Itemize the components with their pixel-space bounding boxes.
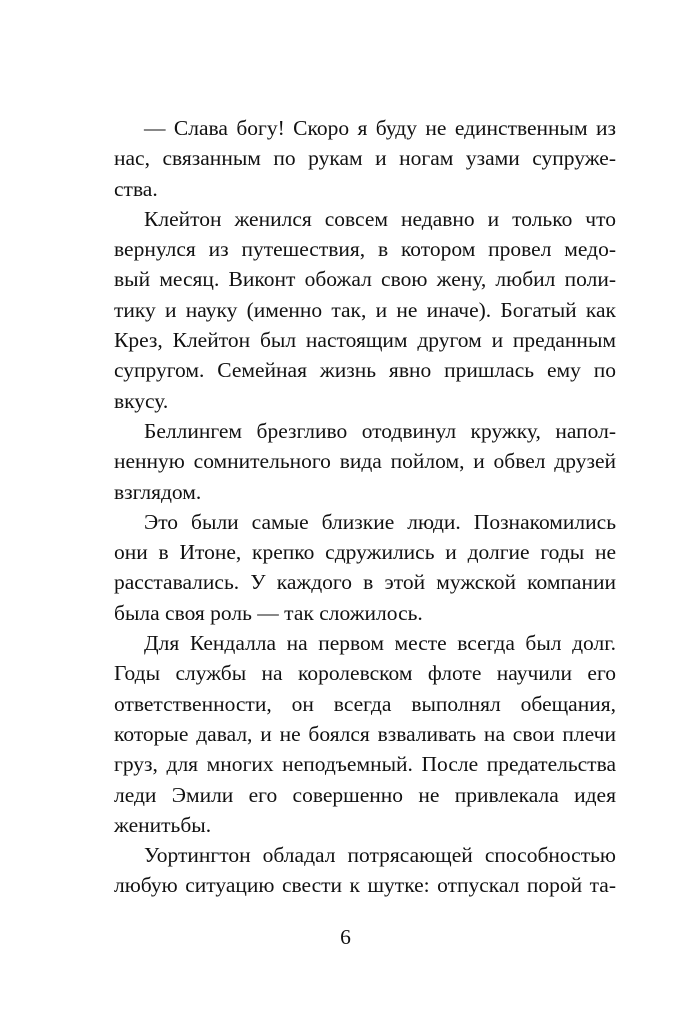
- text-line: нас, связанным по рукам и ногам узами супруже-: [114, 146, 616, 171]
- text-line: взглядом.: [114, 479, 202, 504]
- text-line: любую ситуацию свести к шутке: отпускал порой та-: [114, 873, 616, 898]
- text-line: была своя роль — так сложилось.: [114, 600, 423, 625]
- text-line: ответственности, он всегда выполнял обещания,: [114, 691, 616, 716]
- body-text: [114, 113, 616, 901]
- page-number: 6: [340, 925, 351, 949]
- text-line: Годы службы на королевском флоте научили его: [114, 661, 616, 686]
- text-line: Клейтон женился совсем недавно и только что: [144, 206, 616, 231]
- text-line: женитьбы.: [114, 812, 212, 837]
- text-line: — Слава богу! Скоро я буду не единственным из: [144, 116, 616, 140]
- text-line: супругом. Семейная жизнь явно пришлась ему по: [114, 358, 616, 383]
- text-line: вый месяц. Виконт обожал свою жену, любил поли-: [114, 267, 616, 292]
- text-line: Беллингем брезгливо отодвинул кружку, напол-: [144, 418, 616, 443]
- text-line: ства.: [114, 176, 158, 201]
- text-line: Крез, Клейтон был настоящим другом и преданным: [114, 328, 616, 353]
- text-line: расставались. У каждого в этой мужской компании: [114, 570, 616, 595]
- text-line: Для Кендалла на первом месте всегда был долг.: [144, 631, 616, 656]
- text-line: Это были самые близкие люди. Познакомились: [144, 509, 616, 534]
- text-line: тику и науку (именно так, и не иначе). Богатый как: [114, 297, 616, 322]
- text-line: ненную сомнительного вида пойлом, и обвел друзей: [114, 449, 616, 474]
- text-line: вкусу.: [114, 388, 169, 413]
- text-line: Уортингтон обладал потрясающей способностью: [144, 843, 616, 868]
- text-line: груз, для многих неподъемный. После предательства: [114, 752, 616, 777]
- text-line: леди Эмили его совершенно не привлекала идея: [114, 782, 616, 807]
- text-line: они в Итоне, крепко сдружились и долгие годы не: [114, 540, 616, 565]
- text-line: вернулся из путешествия, в котором провел медо-: [114, 237, 616, 262]
- text-line: которые давал, и не боялся взваливать на свои плечи: [114, 721, 616, 746]
